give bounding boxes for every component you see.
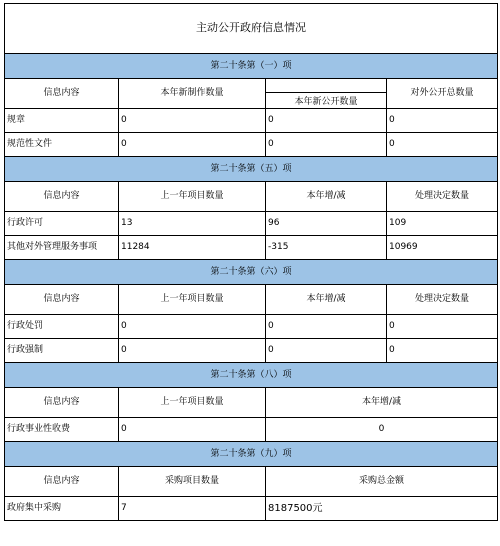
cell-value: 13 <box>119 212 266 236</box>
cell-value: 8187500元 <box>266 497 498 521</box>
cell-value: 0 <box>266 339 387 363</box>
section-heading-20-8: 第二十条第（八）项 <box>5 363 498 388</box>
header-change: 本年增/减 <box>266 285 387 315</box>
cell-label: 行政强制 <box>5 339 119 363</box>
header-prev-year-count: 上一年项目数量 <box>119 182 266 212</box>
header-info-content: 信息内容 <box>5 467 119 497</box>
cell-value: 0 <box>387 109 498 133</box>
header-new-made: 本年新制作数量 <box>119 79 266 109</box>
header-purchase-count: 采购项目数量 <box>119 467 266 497</box>
section-heading-20-6: 第二十条第（六）项 <box>5 260 498 285</box>
cell-label: 行政处罚 <box>5 315 119 339</box>
header-new-published-cell <box>266 79 387 109</box>
table-row <box>5 418 498 442</box>
header-change: 本年增/减 <box>266 182 387 212</box>
header-change: 本年增/减 <box>266 388 498 418</box>
cell-value: 0 <box>119 133 266 157</box>
cell-value: 96 <box>266 212 387 236</box>
cell-value: 0 <box>119 315 266 339</box>
header-info-content: 信息内容 <box>5 285 119 315</box>
cell-value: 0 <box>387 133 498 157</box>
cell-value: 0 <box>266 418 498 442</box>
disclosure-table <box>4 3 498 521</box>
table-row <box>5 212 498 236</box>
header-prev-year-count: 上一年项目数量 <box>119 388 266 418</box>
header-decision-count: 处理决定数量 <box>387 182 498 212</box>
cell-value: -315 <box>266 236 387 260</box>
header-split-line <box>266 80 386 93</box>
cell-value: 0 <box>266 133 387 157</box>
section-heading-20-5: 第二十条第（五）项 <box>5 157 498 182</box>
header-decision-count: 处理决定数量 <box>387 285 498 315</box>
cell-value: 0 <box>266 315 387 339</box>
header-total-published: 对外公开总数量 <box>387 79 498 109</box>
table-row <box>5 236 498 260</box>
cell-value: 0 <box>387 315 498 339</box>
cell-value: 10969 <box>387 236 498 260</box>
cell-value: 0 <box>266 109 387 133</box>
cell-label: 行政事业性收费 <box>5 418 119 442</box>
header-prev-year-count: 上一年项目数量 <box>119 285 266 315</box>
cell-label: 行政许可 <box>5 212 119 236</box>
cell-value: 11284 <box>119 236 266 260</box>
cell-label: 规章 <box>5 109 119 133</box>
cell-value: 0 <box>119 418 266 442</box>
cell-value: 7 <box>119 497 266 521</box>
header-info-content: 信息内容 <box>5 182 119 212</box>
table-row <box>5 339 498 363</box>
disclosure-table-container <box>4 3 497 540</box>
table-row <box>5 133 498 157</box>
header-info-content: 信息内容 <box>5 79 119 109</box>
cell-label: 其他对外管理服务事项 <box>5 236 119 260</box>
cell-label: 政府集中采购 <box>5 497 119 521</box>
header-info-content: 信息内容 <box>5 388 119 418</box>
cell-value: 0 <box>119 109 266 133</box>
header-new-published: 本年新公开数量 <box>294 96 358 107</box>
table-row <box>5 497 498 521</box>
cell-value: 109 <box>387 212 498 236</box>
section-heading-20-1: 第二十条第（一）项 <box>5 54 498 79</box>
cell-value: 0 <box>119 339 266 363</box>
header-purchase-total: 采购总金额 <box>266 467 498 497</box>
section-heading-20-9: 第二十条第（九）项 <box>5 442 498 467</box>
cell-value: 0 <box>387 339 498 363</box>
table-row <box>5 315 498 339</box>
table-title: 主动公开政府信息情况 <box>5 4 498 54</box>
table-row <box>5 109 498 133</box>
cell-label: 规范性文件 <box>5 133 119 157</box>
